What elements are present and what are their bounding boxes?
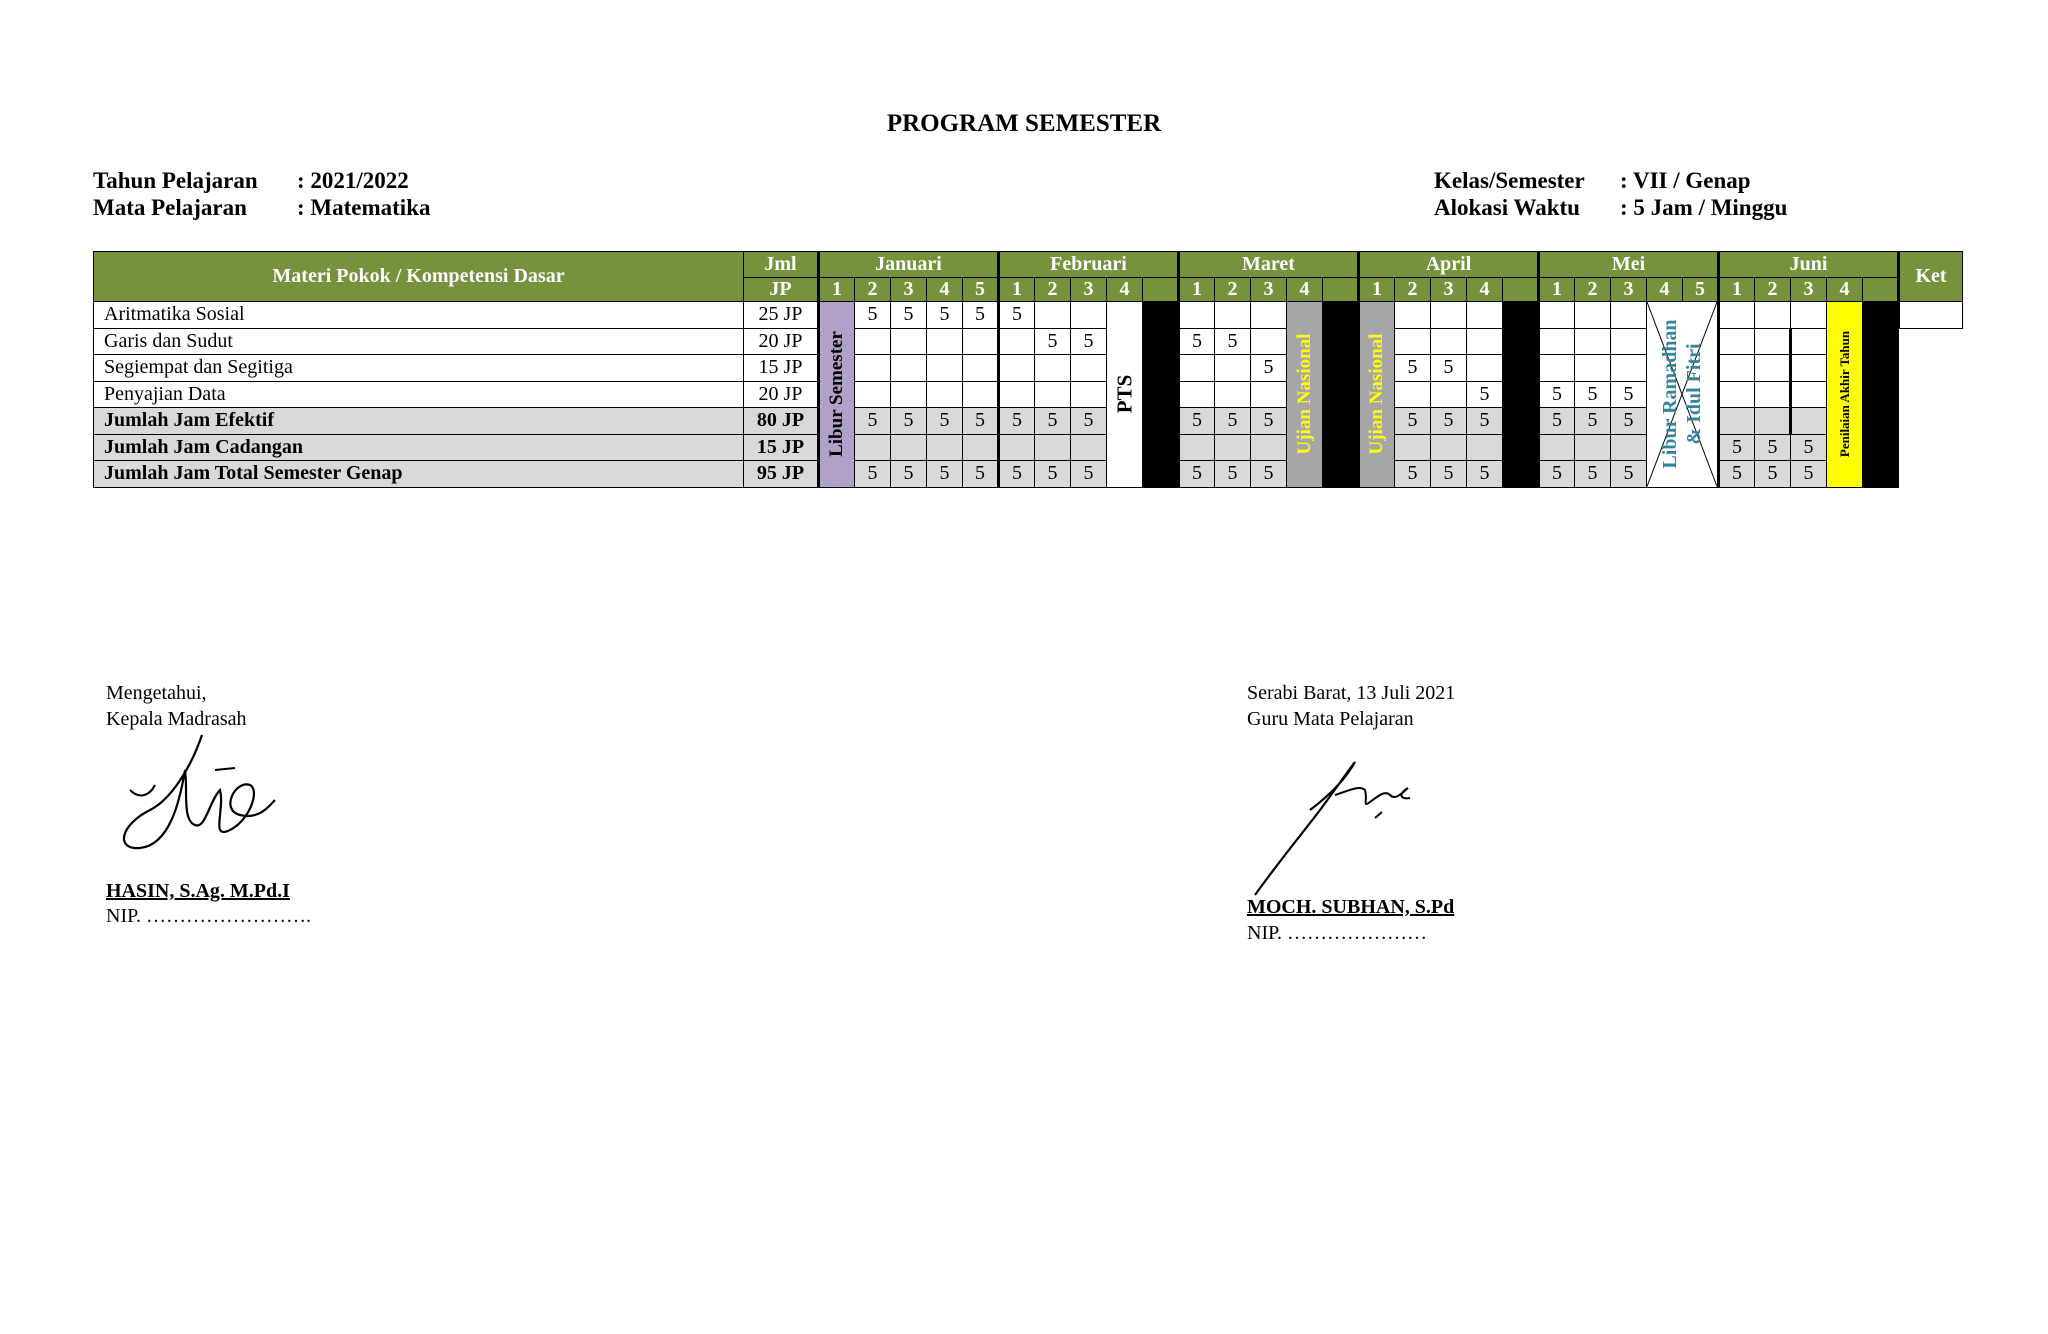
jp-cell [1071,355,1107,382]
jp-cell [1215,434,1251,461]
week-label: 3 [1071,278,1107,302]
row-label: Aritmatika Sosial [94,302,744,329]
meta-mapel-value: : Matematika [297,195,431,220]
row-label: Jumlah Jam Cadangan [94,434,744,461]
jp-cell: 5 [891,408,927,435]
jp-cell [1179,434,1215,461]
week-label: 4 [1287,278,1323,302]
jp-cell: 5 [1791,434,1827,461]
jp-cell [855,328,891,355]
jp-cell [891,434,927,461]
jp-cell [1719,408,1755,435]
week-label: 2 [1215,278,1251,302]
libur-semester-cell [819,302,855,488]
signature-right-nip: NIP. ………………… [1247,922,1428,944]
jp-cell: 5 [1251,461,1287,488]
jp-cell [1719,355,1755,382]
week-label-blank [1503,278,1539,302]
ujian-nasional-label: Ujian Nasional [1366,333,1387,455]
jp-cell [1539,434,1575,461]
jp-cell [1611,434,1647,461]
jp-cell [891,355,927,382]
blocked-week [1143,302,1179,488]
jp-cell [1251,328,1287,355]
row-jp: 15 JP [744,434,819,461]
jp-cell: 5 [1179,408,1215,435]
jp-cell: 5 [1251,408,1287,435]
jp-cell [1539,302,1575,329]
jp-cell [1035,302,1071,329]
ket-cell [1791,328,1827,355]
week-label: 4 [1467,278,1503,302]
jp-cell: 5 [855,302,891,329]
week-label: 5 [963,278,999,302]
jp-cell [927,381,963,408]
jp-cell: 5 [855,461,891,488]
ket-cell [1899,302,1963,329]
signature-right-line2: Guru Mata Pelajaran [1247,708,1414,730]
jp-cell [1431,328,1467,355]
jp-cell: 5 [1035,461,1071,488]
jp-cell [1071,381,1107,408]
meta-kelas-label: Kelas/Semester [1434,168,1585,193]
jp-cell: 5 [1467,381,1503,408]
jp-cell [1719,381,1755,408]
jp-cell [963,434,999,461]
week-label-blank [1143,278,1179,302]
signature-right-scribble [1250,750,1430,900]
jp-cell: 5 [1575,461,1611,488]
jp-cell: 5 [1431,408,1467,435]
meta-alokasi [1434,195,1787,221]
jp-cell: 5 [1035,408,1071,435]
libur-ramadhan-label [1658,320,1706,469]
row-jp: 20 JP [744,328,819,355]
week-label: 2 [1035,278,1071,302]
signature-left-nip: NIP. ……………………. [106,905,312,927]
jp-cell: 5 [1539,408,1575,435]
program-semester-table [93,251,1963,488]
jp-cell: 5 [1539,381,1575,408]
jp-cell [1035,381,1071,408]
month-juni: Juni [1719,252,1899,278]
jp-cell [1431,302,1467,329]
jp-cell [1755,302,1791,329]
jp-cell [891,381,927,408]
jp-cell: 5 [1539,461,1575,488]
libur-semester-label: Libur Semester [826,331,847,458]
blocked-week [1323,302,1359,488]
meta-alokasi-label: Alokasi Waktu [1434,195,1580,220]
jp-cell: 5 [1071,328,1107,355]
row-label: Jumlah Jam Total Semester Genap [94,461,744,488]
row-jp: 80 JP [744,408,819,435]
jp-cell: 5 [891,461,927,488]
jp-cell [999,434,1035,461]
jp-cell [1755,328,1791,355]
jp-cell [1251,434,1287,461]
blocked-week [1863,302,1899,488]
signature-right-heading [1247,680,1455,732]
header-ket: Ket [1899,252,1963,302]
jp-cell: 5 [1179,461,1215,488]
jp-cell [1575,328,1611,355]
jp-cell: 5 [1395,461,1431,488]
week-label: 1 [999,278,1035,302]
jp-cell [1719,328,1755,355]
meta-kelas [1434,168,1751,194]
month-mei: Mei [1539,252,1719,278]
jp-cell: 5 [927,461,963,488]
jp-cell [1179,381,1215,408]
jp-cell [963,381,999,408]
jp-cell [1431,434,1467,461]
jp-cell [1467,434,1503,461]
jp-cell: 5 [963,408,999,435]
pat-label: Penilaian Akhir Tahun [1836,331,1852,458]
jp-cell [1539,328,1575,355]
ujian-nasional-label: Ujian Nasional [1293,333,1315,455]
jp-cell [1719,302,1755,329]
jp-cell: 5 [1431,355,1467,382]
jp-cell [1395,328,1431,355]
jp-cell: 5 [891,302,927,329]
meta-alokasi-value: : 5 Jam / Minggu [1620,195,1788,220]
jp-cell: 5 [1215,328,1251,355]
meta-mapel-label: Mata Pelajaran [93,195,247,220]
jp-cell: 5 [1755,461,1791,488]
jp-cell: 5 [1467,408,1503,435]
meta-tahun-value: : 2021/2022 [297,168,409,193]
jp-cell: 5 [963,302,999,329]
jp-cell [1575,434,1611,461]
jp-cell: 5 [1395,355,1431,382]
week-label: 1 [819,278,855,302]
jp-cell [999,355,1035,382]
jp-cell [1467,328,1503,355]
jp-cell [1575,302,1611,329]
row-jp: 95 JP [744,461,819,488]
week-label-blank [1863,278,1899,302]
page-title: PROGRAM SEMESTER [886,110,1162,137]
signature-left-scribble [110,730,280,860]
jp-cell: 5 [1611,408,1647,435]
jp-cell: 5 [1215,408,1251,435]
header-jml: Jml [744,252,819,278]
jp-cell [1395,302,1431,329]
week-label: 3 [1431,278,1467,302]
jp-cell: 5 [1755,434,1791,461]
jp-cell [1431,381,1467,408]
jp-cell: 5 [963,461,999,488]
week-label: 4 [1107,278,1143,302]
jp-cell [1071,434,1107,461]
row-jp: 15 JP [744,355,819,382]
month-maret: Maret [1179,252,1359,278]
ujian-nasional-cell [1287,302,1323,488]
jp-cell [1215,381,1251,408]
jp-cell [999,328,1035,355]
signature-left-line2: Kepala Madrasah [106,708,247,730]
jp-cell [1251,381,1287,408]
jp-cell [927,355,963,382]
jp-cell [1791,302,1827,329]
jp-cell: 5 [855,408,891,435]
table-row [94,302,1963,329]
jp-cell [1467,302,1503,329]
pts-label: PTS [1112,374,1136,414]
row-jp: 20 JP [744,381,819,408]
jp-cell: 5 [1431,461,1467,488]
jp-cell: 5 [1071,408,1107,435]
signature-left-line1: Mengetahui, [106,682,207,704]
jp-cell: 5 [1611,381,1647,408]
meta-tahun-label: Tahun Pelajaran [93,168,258,193]
jp-cell: 5 [1395,408,1431,435]
jp-cell [891,328,927,355]
jp-cell [999,381,1035,408]
ket-cell [1791,408,1827,435]
header-row-months [94,252,1963,278]
jp-cell [1215,302,1251,329]
jp-cell [1179,355,1215,382]
jp-cell [1179,302,1215,329]
month-april: April [1359,252,1539,278]
jp-cell [1755,355,1791,382]
jp-cell: 5 [1467,461,1503,488]
pts-cell [1107,302,1143,488]
jp-cell [855,381,891,408]
blocked-week [1503,302,1539,488]
signature-right-name: MOCH. SUBHAN, S.Pd [1247,896,1455,918]
week-label: 2 [1575,278,1611,302]
jp-cell: 5 [1179,328,1215,355]
week-label: 3 [1791,278,1827,302]
jp-cell: 5 [1215,461,1251,488]
jp-cell [1251,302,1287,329]
month-januari: Januari [819,252,999,278]
week-label: 3 [1611,278,1647,302]
week-label-blank [1323,278,1359,302]
jp-cell: 5 [1611,461,1647,488]
jp-cell [1035,434,1071,461]
jp-cell [855,434,891,461]
meta-kelas-value: : VII / Genap [1620,168,1751,193]
jp-cell [963,328,999,355]
ket-cell [1791,381,1827,408]
jp-cell [927,434,963,461]
jp-cell [1215,355,1251,382]
jp-cell: 5 [1251,355,1287,382]
jp-cell [1467,355,1503,382]
pat-cell [1827,302,1863,488]
ket-cell [1791,355,1827,382]
week-label: 1 [1539,278,1575,302]
jp-cell [1575,355,1611,382]
jp-cell: 5 [999,461,1035,488]
meta-mapel [93,195,431,221]
week-label: 1 [1359,278,1395,302]
row-label: Jumlah Jam Efektif [94,408,744,435]
jp-cell [1755,381,1791,408]
jp-cell [1035,355,1071,382]
week-label: 3 [891,278,927,302]
week-label: 3 [1251,278,1287,302]
signature-left-name: HASIN, S.Ag. M.Pd.I [106,880,290,902]
row-label: Garis dan Sudut [94,328,744,355]
libur-ramadhan-cell [1647,302,1719,488]
jp-cell: 5 [1719,461,1755,488]
header-jp: JP [744,278,819,302]
jp-cell: 5 [1071,461,1107,488]
jp-cell: 5 [1719,434,1755,461]
week-label: 2 [1395,278,1431,302]
header-materi: Materi Pokok / Kompetensi Dasar [94,252,744,302]
jp-cell [1611,302,1647,329]
jp-cell [1755,408,1791,435]
jp-cell [1539,355,1575,382]
jp-cell [927,328,963,355]
libur-ramadhan-line1: Libur Ramadhan [1659,319,1681,469]
signature-left-heading [106,680,247,732]
jp-cell: 5 [999,408,1035,435]
jp-cell [963,355,999,382]
week-label: 4 [1647,278,1683,302]
meta-tahun [93,168,409,194]
week-label: 2 [855,278,891,302]
week-label: 5 [1683,278,1719,302]
jp-cell [1611,328,1647,355]
week-label: 2 [1755,278,1791,302]
week-label: 4 [1827,278,1863,302]
jp-cell [855,355,891,382]
jp-cell [1611,355,1647,382]
month-februari: Februari [999,252,1179,278]
jp-cell: 5 [1791,461,1827,488]
week-label: 4 [927,278,963,302]
row-jp: 25 JP [744,302,819,329]
jp-cell: 5 [1035,328,1071,355]
jp-cell: 5 [1575,408,1611,435]
row-label: Segiempat dan Segitiga [94,355,744,382]
row-label: Penyajian Data [94,381,744,408]
jp-cell [1395,381,1431,408]
week-label: 1 [1719,278,1755,302]
libur-ramadhan-line2: & Idul Fitri [1683,343,1705,445]
ujian-nasional-cell [1359,302,1395,488]
jp-cell: 5 [927,302,963,329]
jp-cell: 5 [927,408,963,435]
jp-cell: 5 [999,302,1035,329]
jp-cell: 5 [1575,381,1611,408]
jp-cell [1395,434,1431,461]
signature-right-line1: Serabi Barat, 13 Juli 2021 [1247,682,1456,704]
week-label: 1 [1179,278,1215,302]
jp-cell [1071,302,1107,329]
